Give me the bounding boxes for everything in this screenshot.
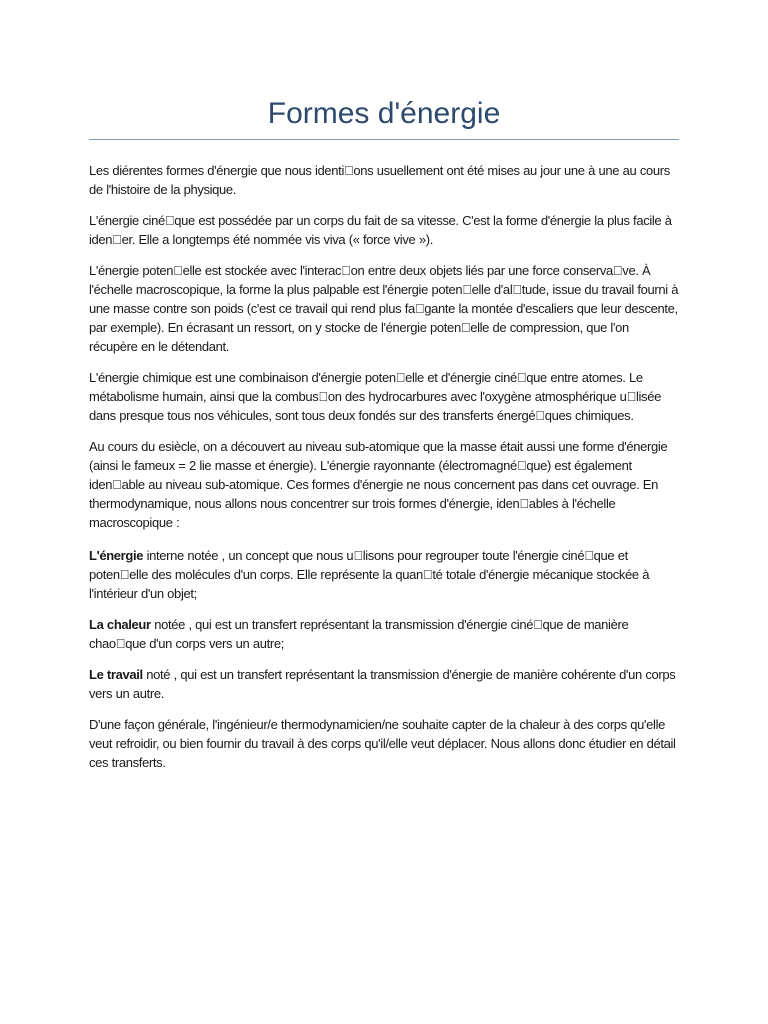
energy-item-lead: Le travail [89,667,143,682]
energy-item-heat [89,615,679,653]
paragraph-potential: L'énergie poten elle est stockée avec l'interac on entre deux objets liés par une force conserva ve. À l'échelle macroscopique, la forme la plus palpable est l'énergie poten elle d'al tude, issue du travail fourni à une masse contre son poids (c'est ce travail qui rend plus fa gante la montée d'escaliers que leur descente, par exemple). En écrasant un ressort, on y stocke de l'énergie poten elle de compression, que l'on récupère en le détendant. [89,263,679,354]
energy-item-lead: L'énergie [89,548,144,563]
paragraph-chemical: L'énergie chimique est une combinaison d'énergie poten elle et d'énergie ciné que entre atomes. Le métabolisme humain, ainsi que la combus on des hydrocarbures avec l'oxygène atmosphérique u lisée dans presque tous nos véhicules, sont tous deux fondés sur des transferts énergé ques chimiques. [89,370,661,423]
paragraph-closing: D'une façon générale, l'ingénieur/e thermodynamicien/ne souhaite capter de la chaleur à des corps qu'elle veut refroidir, ou bien fournir du travail à des corps qu'il/elle veut déplacer. Nous allons donc étudier en détail ces transferts. [89,717,676,770]
paragraph-kinetic: L'énergie ciné que est possédée par un corps du fait de sa vitesse. C'est la forme d'énergie la plus facile à iden er. Elle a longtemps été nommée vis viva (« force vive »). [89,213,672,247]
energy-item-text: noté , qui est un transfert représentant la transmission d'énergie de manière cohérente d'un corps vers un autre. [89,667,676,701]
document-title: Formes d'énergie [267,97,501,130]
energy-item-internal [89,546,679,603]
energy-item-text: interne notée , un concept que nous u lisons pour regrouper toute l'énergie ciné que et poten elle des molécules d'un corps. Elle représente la quan té totale d'énergie mécanique stockée à l'intérieur d'un objet; [89,548,650,601]
paragraph-intro: Les diérentes formes d'énergie que nous identi ons usuellement ont été mises au jour une à une au cours de l'histoire de la physique. [89,163,670,197]
energy-item-text: notée , qui est un transfert représentant la transmission d'énergie ciné que de manière chao que d'un corps vers un autre; [89,617,629,651]
energy-item-lead: La chaleur [89,617,151,632]
document-body [89,161,679,772]
title-underline [89,139,679,140]
energy-item-work [89,665,679,703]
paragraph-subatomic: Au cours du esiècle, on a découvert au niveau sub-atomique que la masse était aussi une forme d'énergie (ainsi le fameux = 2 lie masse et énergie). L'énergie rayonnante (électromagné que) est également iden able au niveau sub-atomique. Ces formes d'énergie ne nous concernent pas dans cet ouvrage. En thermodynamique, nous allons nous concentrer sur trois formes d'énergie, iden ables à l'échelle macroscopique : [89,439,668,530]
